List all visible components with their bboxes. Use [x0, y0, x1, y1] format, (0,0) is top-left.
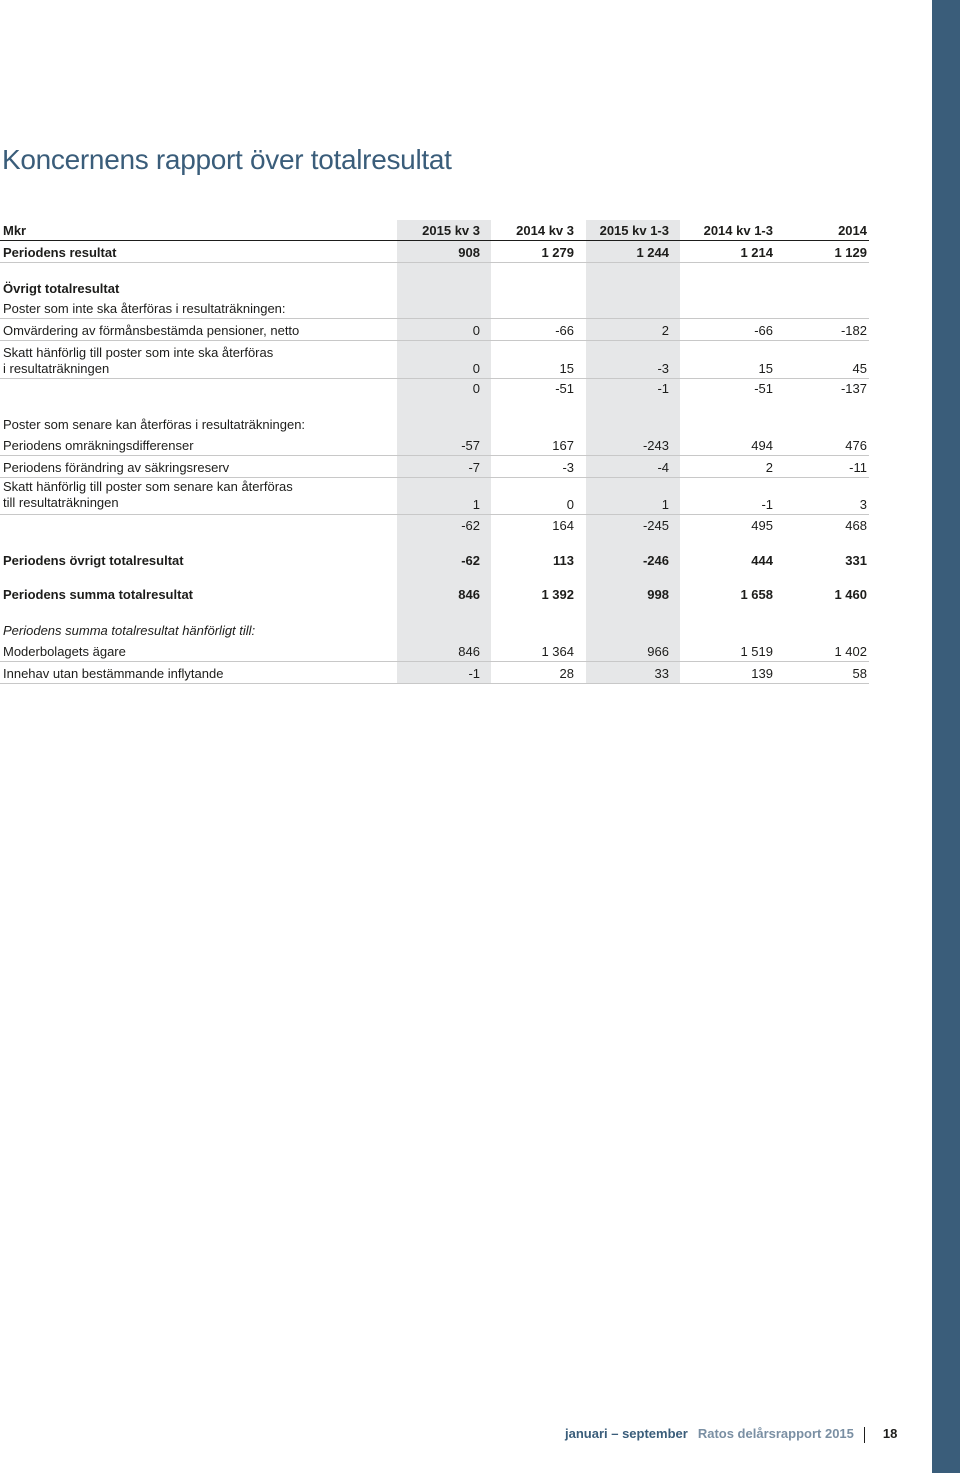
- footer-page-number: 18: [882, 1426, 898, 1441]
- cell: -11: [849, 460, 867, 475]
- cell: -66: [754, 323, 773, 338]
- cell: 1 129: [834, 245, 867, 260]
- cell: -3: [562, 460, 574, 475]
- cell: -4: [657, 460, 669, 475]
- cell: 966: [647, 644, 669, 659]
- cell: 1 658: [740, 587, 773, 602]
- section-heading-senare-aterforas: [0, 416, 869, 434]
- cell: 113: [553, 553, 574, 568]
- row-label: [3, 479, 293, 511]
- row-label-line1: Skatt hänförlig till poster som senare kan återföras: [3, 479, 293, 494]
- cell: -66: [555, 323, 574, 338]
- header-col-2: 2014 kv 3: [516, 223, 574, 238]
- cell: 28: [559, 666, 574, 681]
- cell: 45: [852, 361, 867, 376]
- table-row-summa-totalresultat: [0, 586, 869, 604]
- cell: -1: [657, 381, 669, 396]
- table-row-subtotal-2: [0, 517, 869, 535]
- section-heading-hanforligt: [0, 622, 869, 640]
- cell: 139: [751, 666, 773, 681]
- table-row-omvardering: [0, 322, 869, 341]
- header-col-4: 2014 kv 1-3: [703, 223, 773, 238]
- row-label: Periodens förändring av säkringsreserv: [3, 460, 230, 475]
- cell: 908: [458, 245, 480, 260]
- cell: -62: [461, 553, 480, 568]
- cell: 1: [661, 497, 669, 512]
- cell: 331: [845, 553, 867, 568]
- cell: 1 392: [541, 587, 574, 602]
- table-row-moderbolag: [0, 643, 869, 662]
- row-label: Periodens resultat: [3, 245, 117, 260]
- row-label: Poster som senare kan återföras i resultaträkningen:: [3, 417, 306, 432]
- cell: 1 279: [541, 245, 574, 260]
- cell: -57: [461, 438, 480, 453]
- cell: 0: [566, 497, 574, 512]
- cell: 494: [751, 438, 773, 453]
- cell: 164: [552, 518, 574, 533]
- cell: -51: [754, 381, 773, 396]
- cell: -1: [761, 497, 773, 512]
- page-footer: [565, 1426, 897, 1443]
- row-label-line1: Skatt hänförlig till poster som inte ska återföras: [3, 345, 274, 360]
- cell: 846: [458, 644, 480, 659]
- footer-period: januari – september: [565, 1426, 688, 1441]
- cell: 1 402: [834, 644, 867, 659]
- row-label-line2: i resultaträkningen: [3, 361, 110, 376]
- side-color-bar: [932, 0, 960, 1473]
- cell: 15: [559, 361, 574, 376]
- cell: 495: [751, 518, 773, 533]
- cell: 1 364: [541, 644, 574, 659]
- cell: -62: [461, 518, 480, 533]
- page-title: Koncernens rapport över totalresultat: [2, 144, 452, 175]
- cell: -1: [468, 666, 480, 681]
- row-label: Periodens summa totalresultat hänförligt till:: [3, 623, 256, 638]
- cell: 1: [472, 497, 480, 512]
- header-col-5: 2014: [838, 223, 867, 238]
- cell: 0: [472, 323, 480, 338]
- footer-report: Ratos delårsrapport 2015: [697, 1426, 854, 1441]
- cell: 1 460: [834, 587, 867, 602]
- cell: 846: [458, 587, 480, 602]
- table-row-sakringsreserv: [0, 459, 869, 478]
- cell: 0: [472, 381, 480, 396]
- table-header-row: [0, 222, 869, 241]
- cell: 2: [765, 460, 773, 475]
- cell: 998: [647, 587, 669, 602]
- header-col-3: 2015 kv 1-3: [599, 223, 669, 238]
- header-col-1: 2015 kv 3: [422, 223, 480, 238]
- table-row-omrakning: [0, 437, 869, 456]
- table-row-periodens-resultat: [0, 244, 869, 263]
- row-label: Periodens summa totalresultat: [3, 587, 193, 602]
- row-label: Periodens omräkningsdifferenser: [3, 438, 194, 453]
- cell: 468: [845, 518, 867, 533]
- table-row-subtotal-1: [0, 380, 869, 398]
- cell: 3: [859, 497, 867, 512]
- cell: 444: [751, 553, 773, 568]
- section-heading-ovrigt: [0, 280, 869, 298]
- header-label: Mkr: [3, 223, 27, 238]
- cell: -246: [642, 553, 669, 568]
- row-label: Övrigt totalresultat: [3, 281, 120, 296]
- row-label: Periodens övrigt totalresultat: [3, 553, 184, 568]
- row-label: [3, 345, 273, 377]
- table-row-skatt-senare-aterforas: [0, 480, 869, 515]
- cell: -245: [642, 518, 669, 533]
- row-label-line2: till resultaträkningen: [3, 495, 119, 510]
- cell: -3: [657, 361, 669, 376]
- cell: 0: [472, 361, 480, 376]
- cell: 58: [852, 666, 867, 681]
- cell: 1 519: [740, 644, 773, 659]
- section-heading-inte-aterforas: [0, 300, 869, 319]
- cell: 1 214: [740, 245, 773, 260]
- footer-divider: [864, 1427, 865, 1443]
- row-label: Moderbolagets ägare: [3, 644, 126, 659]
- cell: 1 244: [636, 245, 669, 260]
- cell: 167: [552, 438, 574, 453]
- cell: -51: [555, 381, 574, 396]
- cell: 476: [845, 438, 867, 453]
- cell: -182: [840, 323, 867, 338]
- cell: -137: [840, 381, 867, 396]
- table-row-ovrigt-totalresultat: [0, 552, 869, 570]
- row-label: Poster som inte ska återföras i resultaträkningen:: [3, 301, 286, 316]
- row-label: Omvärdering av förmånsbestämda pensioner, netto: [3, 323, 300, 338]
- cell: 15: [758, 361, 773, 376]
- cell: -7: [468, 460, 480, 475]
- cell: 2: [661, 323, 669, 338]
- row-label: Innehav utan bestämmande inflytande: [3, 666, 224, 681]
- cell: -243: [642, 438, 669, 453]
- table-row-skatt-inte-aterforas: [0, 344, 869, 379]
- cell: 33: [654, 666, 669, 681]
- table-row-innehav: [0, 665, 869, 684]
